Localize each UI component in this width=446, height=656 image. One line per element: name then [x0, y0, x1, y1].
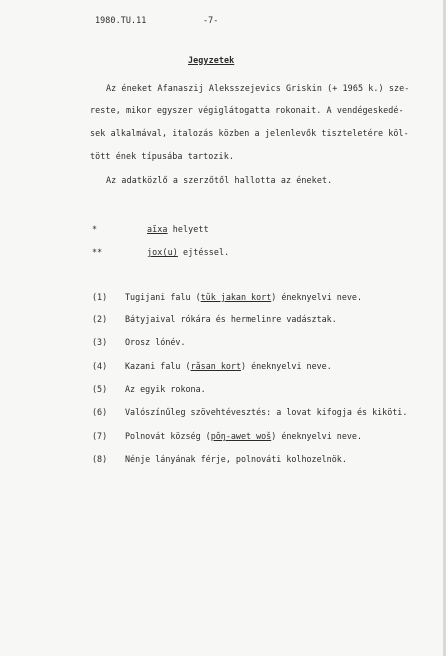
footnote-number: (5) [92, 384, 108, 394]
footnote-pre: Polnovát község ( [125, 431, 211, 441]
footnote-number: (4) [92, 361, 108, 371]
notes-source-line: Az adatközlő a szerzőtől hallotta az éneket. [106, 175, 333, 185]
footnote-post: ) éneknyelvi neve. [271, 431, 362, 441]
footnote-number: (1) [92, 292, 108, 302]
footnote-pre: Tugijani falu ( [125, 292, 201, 302]
footnote-number: (2) [92, 314, 108, 324]
mark-explanation [147, 247, 229, 257]
document-reference: 1980.TU.11 [95, 15, 147, 25]
footnote-text [125, 431, 362, 441]
footnote-post: ) éneknyelvi neve. [271, 292, 362, 302]
footnote-pre: Bátyjaival rókára és hermelinre vadásztak. [125, 314, 337, 324]
page-number: -7- [203, 15, 219, 25]
footnote-pre: Valószínűleg szövehtévesztés: a lovat kifogja és kiköti. [125, 407, 408, 417]
footnote-term: tŭk jakan kort [200, 292, 272, 302]
footnote-text [125, 292, 362, 302]
mark-explanation [147, 224, 209, 234]
notes-title: Jegyzetek [188, 55, 235, 65]
footnote-term: pŏŋ-awet woš [210, 431, 272, 441]
notes-paragraph-line: sek alkalmával, italozás közben a jelenlevők tiszteletére köl- [90, 128, 409, 138]
mark-note: helyett [167, 224, 209, 234]
footnote-text [125, 454, 347, 464]
footnote-pre: Az egyik rokona. [125, 384, 206, 394]
mark-word: jox(u) [147, 247, 178, 257]
notes-paragraph-line: tött ének típusába tartozik. [90, 151, 234, 161]
footnote-text [125, 314, 337, 324]
footnote-pre: Orosz lónév. [125, 337, 186, 347]
mark-symbol: ** [92, 247, 103, 257]
notes-paragraph-line: Az éneket Afanaszij Aleksszejevics Griskin (+ 1965 k.) sze- [106, 83, 410, 93]
mark-word: aĭxa [147, 224, 168, 234]
footnote-number: (3) [92, 337, 108, 347]
footnote-number: (7) [92, 431, 108, 441]
footnote-pre: Nénje lányának férje, polnováti kolhozelnök. [125, 454, 347, 464]
footnote-text [125, 337, 186, 347]
mark-note: ejtéssel. [177, 247, 230, 257]
footnote-post: ) éneknyelvi neve. [240, 361, 332, 371]
notes-paragraph-line: reste, mikor egyszer végiglátogatta rokonait. A vendégeskedé- [90, 105, 404, 115]
footnote-number: (6) [92, 407, 108, 417]
footnote-number: (8) [92, 454, 108, 464]
footnote-pre: Kazani falu ( [125, 361, 191, 371]
footnote-text [125, 361, 332, 371]
footnote-text [125, 407, 407, 417]
footnote-text [125, 384, 206, 394]
mark-symbol: * [92, 224, 98, 234]
footnote-term: răsan kort [190, 361, 241, 371]
